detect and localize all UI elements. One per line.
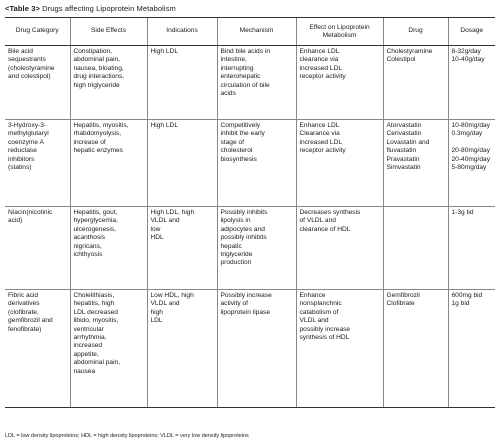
cell-drug	[383, 207, 448, 290]
cell-dosage: 8-32g/day 10-40g/day	[448, 46, 495, 120]
table-header-row	[5, 18, 495, 46]
cell-drug: Atorvastatin Cerivastatin Lovastatin and fluvastatin Pravastatin Simvastatin	[383, 120, 448, 207]
table-caption	[5, 4, 176, 13]
cell-dosage: 1-3g tid	[448, 207, 495, 290]
cell-dosage: 600mg bid 1g bid	[448, 290, 495, 408]
cell-mechanism: Bind bile acids in intestine, interrupting enterohepatic circulation of bile acids	[217, 46, 296, 120]
table-row	[5, 290, 495, 408]
header-indications: Indications	[147, 18, 217, 46]
cell-drug-category: Niacin(nicotinic acid)	[5, 207, 70, 290]
cell-side-effects: Constipation, abdominal pain, nausea, bloating, drug interactions, high triglyceride	[70, 46, 147, 120]
table-label: <Table 3>	[5, 4, 40, 13]
header-side-effects: Side Effects	[70, 18, 147, 46]
cell-effect: Enhance LDL clearance via increased LDL receptor activity	[296, 46, 383, 120]
cell-indications: Low HDL, high VLDL and high LDL	[147, 290, 217, 408]
cell-drug-category: 3-Hydroxy-3- methylglutaryl coenzyme A reductase inhibitors (statins)	[5, 120, 70, 207]
cell-side-effects: Cholelithiasis, hepatitis, high LDL decreased libido, myositis, ventricular arrhythmia, increased appetite, abdominal pain, nausea	[70, 290, 147, 408]
cell-effect: Decreases synthesis of VLDL and clearance of HDL	[296, 207, 383, 290]
header-mechanism: Mechanism	[217, 18, 296, 46]
cell-mechanism: Possibly increase activity of lipoprotein lipase	[217, 290, 296, 408]
cell-drug-category: Bile acid sequestrants (cholestyramine and colestipol)	[5, 46, 70, 120]
cell-drug: Cholestyramine Colestipol	[383, 46, 448, 120]
table-title: Drugs affecting Lipoprotein Metabolism	[42, 4, 176, 13]
table-footnote: LDL = low density lipoproteins; HDL = high density lipoproteins; VLDL = very low density lipoproteins	[5, 433, 249, 439]
cell-indications: High LDL	[147, 46, 217, 120]
cell-drug: Gemfibrozil Clofibrate	[383, 290, 448, 408]
cell-indications: High LDL, high VLDL and low HDL	[147, 207, 217, 290]
cell-dosage: 10-80mg/day 0.3mg/day 20-80mg/day 20-40mg/day 5-80mg/day	[448, 120, 495, 207]
cell-indications: High LDL	[147, 120, 217, 207]
header-drug-category: Drug Category	[5, 18, 70, 46]
table-row	[5, 120, 495, 207]
cell-drug-category: Fibric acid derivatives (clofibrate, gemfibrozil and fenofibrate)	[5, 290, 70, 408]
header-effect: Effect on Lipoprotein Metabolism	[296, 18, 383, 46]
cell-side-effects: Hepatitis, myositis, rhabdomyolysis, increase of hepatic enzymes	[70, 120, 147, 207]
header-dosage: Dosage	[448, 18, 495, 46]
header-drug: Drug	[383, 18, 448, 46]
cell-mechanism: Possibly inhibits lipolysis in adipocytes and possibly inhibits hepatic triglyceride production	[217, 207, 296, 290]
cell-side-effects: Hepatitis, gout, hyperglycemia, ulcerogenesis, acanthosis nigricans, ichthyosis	[70, 207, 147, 290]
table-row	[5, 207, 495, 290]
table-row	[5, 46, 495, 120]
cell-effect: Enhance LDL Clearance via increased LDL receptor activity	[296, 120, 383, 207]
cell-effect: Enhance nonsplanchnic catabolism of VLDL and possibly increase synthesis of HDL	[296, 290, 383, 408]
cell-mechanism: Competitively inhibit the early stage of cholesterol biosynthesis	[217, 120, 296, 207]
drugs-table	[5, 17, 495, 408]
